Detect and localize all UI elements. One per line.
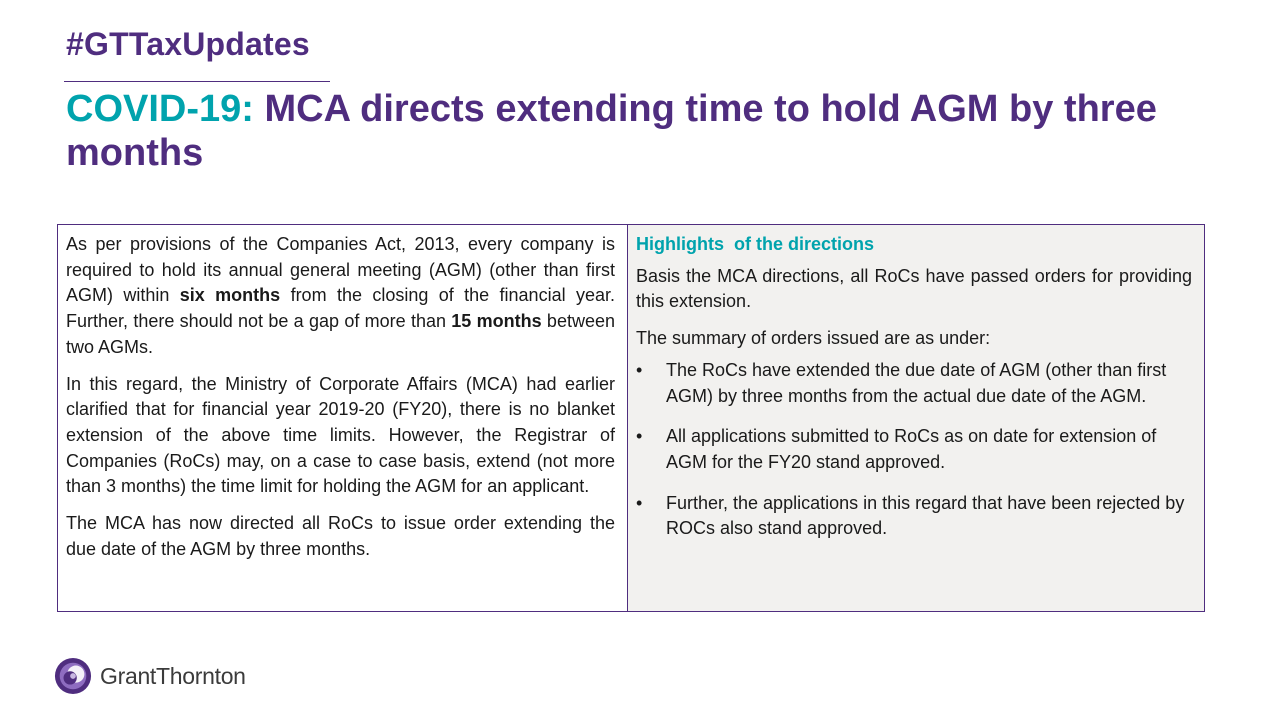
intro-paragraph — [66, 232, 615, 361]
title-accent: COVID-19: — [66, 88, 254, 130]
intro-bold-six-months: six months — [179, 285, 281, 306]
page-title — [66, 87, 1226, 175]
content-box — [57, 224, 1205, 612]
regard-paragraph: In this regard, the Ministry of Corporate Affairs (MCA) had earlier clarified that for financial year 2019-20 (FY20), there is no blanket extension of the above time limits. However, the Registrar of Companies (RoCs) may, on a case to case basis, extend (not more than 3 months) the time limit for holding the AGM for an applicant. — [66, 373, 615, 497]
title-main: MCA directs extending time to hold AGM by three months — [66, 88, 1157, 174]
grant-thornton-logo — [54, 657, 246, 695]
orders-bullet-list — [636, 358, 1192, 542]
bullet-item — [636, 491, 1192, 542]
basis-paragraph: Basis the MCA directions, all RoCs have passed orders for providing this extension. — [636, 265, 1192, 312]
bullet-icon: • — [636, 426, 643, 447]
right-column — [628, 225, 1204, 611]
intro-text-1: As per provisions of the Companies Act, 2013, every company is required to hold its annual general meeting (AGM) (other than first AGM) within — [66, 234, 615, 306]
intro-text-3: between two AGMs. — [66, 311, 615, 357]
directive-paragraph: The MCA has now directed all RoCs to issue order extending the due date of the AGM by three months. — [66, 513, 615, 559]
header-divider — [64, 81, 330, 82]
bullet-item — [636, 424, 1192, 475]
bullet-text: The RoCs have extended the due date of AGM (other than first AGM) by three months from the actual due date of the AGM. — [666, 359, 1167, 406]
bullet-icon: • — [636, 359, 643, 380]
highlights-heading: Highlights of the directions — [636, 234, 874, 254]
bullet-text: Further, the applications in this regard that have been rejected by ROCs also stand approved. — [666, 492, 1185, 539]
intro-bold-15-months: 15 months — [451, 311, 542, 332]
hashtag-heading: #GTTaxUpdates — [66, 26, 310, 62]
intro-text-2: from the closing of the financial year. Further, there should not be a gap of more than — [66, 285, 615, 332]
bullet-item — [636, 358, 1192, 409]
summary-paragraph: The summary of orders issued are as under: — [636, 328, 991, 349]
logo-wordmark: GrantThornton — [100, 662, 246, 689]
grant-thornton-logo-icon — [54, 657, 92, 695]
bullet-icon: • — [636, 492, 643, 513]
left-column — [58, 225, 628, 611]
bullet-text: All applications submitted to RoCs as on date for extension of AGM for the FY20 stand approved. — [666, 426, 1157, 472]
